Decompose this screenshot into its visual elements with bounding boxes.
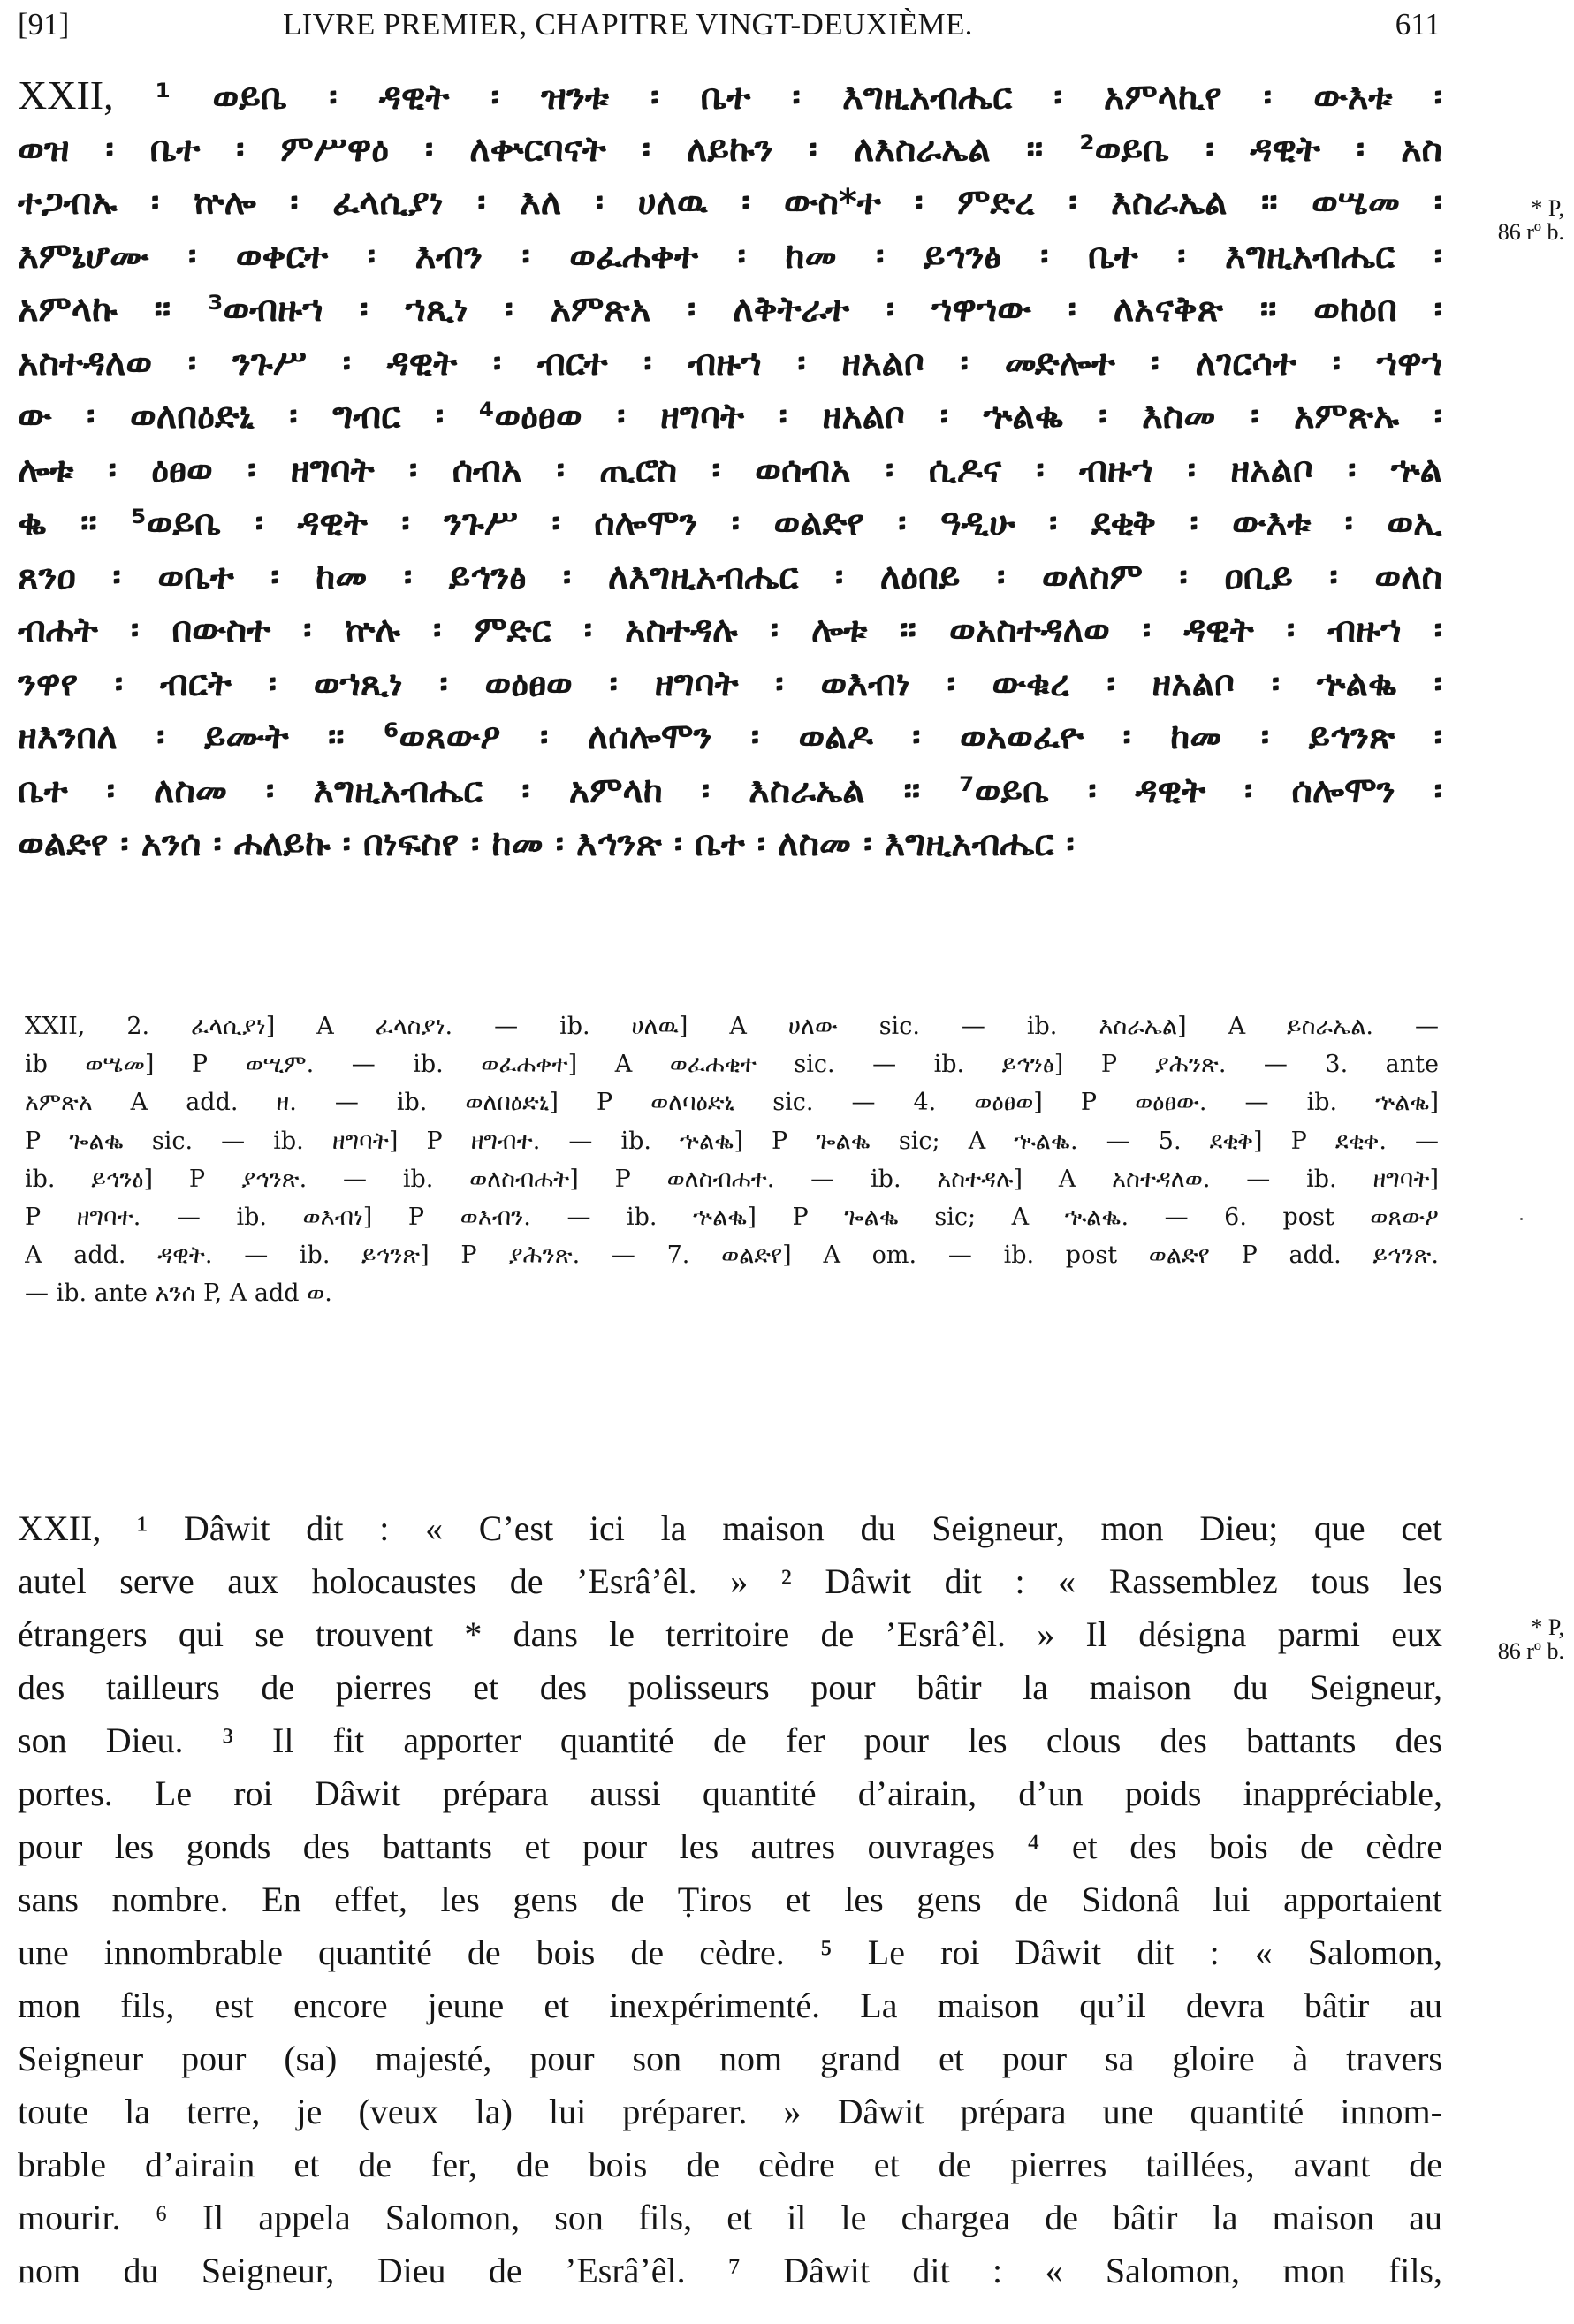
translation-line: pour les gonds des battants et pour les autres ouvrages ⁴ et des bois de cèdre (18, 1827, 1442, 1866)
translation-line: des tailleurs de pierres et des polisseurs pour bâtir la maison du Seigneur, (18, 1667, 1442, 1707)
apparatus-line: XXII, 2. ፈላሲያነ] A ፈላስያነ. — ib. ሀለዉ] A ሀለው sic. — ib. እስራኤል] A ይስራኤል. — (25, 1013, 1439, 1040)
apparatus-line: አምጽአ A add. ዘ. — ib. ወለበዕድኒ] P ወለባዕድኒ sic. — 4. ወዕፀወ] P ወዕፀው. — ib. ኍልቈ] (25, 1089, 1439, 1117)
apparatus-line: A add. ዳዊት. — ib. ይኅንጽ] P ያሕንጽ. — 7. ወልድየ] A om. — ib. post ወልድየ P add. ይኅንጽ. (25, 1242, 1439, 1270)
ethiopic-line: ተጋብኡ ፡ ኵሎ ፡ ፈላሲያነ ፡ እለ ፡ ሀለዉ ፡ ውስ*ተ ፡ ምድረ ፡ እስራኤል ። ወሤመ ፡ (18, 182, 1442, 223)
ethiopic-line: አስተዳለወ ፡ ንጉሥ ፡ ዳዊት ፡ ብርተ ፡ ብዙኀ ፡ ዘአልቦ ፡ መድሎተ ፡ ለገርሳተ ፡ ኀዋኀ (18, 342, 1442, 384)
translation-line: Seigneur pour (sa) majesté, pour son nom grand et pour sa gloire à travers (18, 2039, 1442, 2078)
ethiopic-line-text: ¹ ወይቤ ፡ ዳዊት ፡ ዝንቱ ፡ ቤተ ፡ እግዚአብሔር ፡ አምላኪየ ፡ ውእቱ ፡ (155, 77, 1442, 118)
translation-line: mon fils, est encore jeune et inexpérimenté. La maison qu’il devra bâtir au (18, 1986, 1442, 2025)
translation-line: son Dieu. ³ Il fit apporter quantité de fer pour les clous des battants des (18, 1720, 1442, 1760)
ethiopic-line: ቈ ። ⁵ወይቤ ፡ ዳዊት ፡ ንጉሥ ፡ ሰሎሞን ፡ ወልድየ ፡ ዓዲሁ ፡ ደቂቅ ፡ ውእቱ ፡ ወኢ (18, 503, 1442, 543)
running-header (18, 7, 1441, 42)
ethiopic-text-block (18, 69, 1442, 871)
translation-line: sans nombre. En effet, les gens de Ṭiros et les gens de Sidonâ lui apportaient (18, 1880, 1442, 1919)
apparatus-line: ib. ይኅንፅ] P ያኅንጽ. — ib. ወለስብሐት] P ወለስብሐተ. — ib. አስተዳሉ] A አስተዳለወ. — ib. ዘግባት] (25, 1165, 1439, 1193)
ethiopic-line: ጸንዐ ፡ ወቤተ ፡ ከመ ፡ ይኅንፅ ፡ ለእግዚአብሔር ፡ ለዕበይ ፡ ወለስም ፡ ዐቢይ ፡ ወለስ (18, 556, 1442, 597)
margin-note-line: * P, (1531, 1614, 1564, 1640)
ethiopic-line: አምላኩ ። ³ወብዙኀ ፡ ኀጺነ ፡ አምጽአ ፡ ለቅትራተ ፡ ኀዋኀው ፡ ለአናቅጽ ። ወከዕበ ፡ (18, 289, 1442, 330)
translation-line: mourir. ⁶ Il appela Salomon, son fils, et il le chargea de bâtir la maison au (18, 2198, 1442, 2237)
ethiopic-line: እምኔሆሙ ፡ ወቀርተ ፡ እብን ፡ ወፈሐቀተ ፡ ከመ ፡ ይኅንፅ ፡ ቤተ ፡ እግዚአብሔር ፡ (18, 235, 1442, 277)
ethiopic-line: ው ፡ ወለበዕድኒ ፡ ግብር ፡ ⁴ወዕፀወ ፡ ዘግባት ፡ ዘአልቦ ፡ ኍልቈ ፡ እስመ ፡ አምጽኡ ፡ (18, 396, 1442, 437)
translation-line: brable d’airain et de fer, de bois de cèdre et de pierres taillées, avant de (18, 2145, 1442, 2184)
translation-line: portes. Le roi Dâwit prépara aussi quantité d’airain, d’un poids inappréciable, (18, 1773, 1442, 1813)
translation-line: autel serve aux holocaustes de ’Esrâ’êl. » ² Dâwit dit : « Rassemblez tous les (18, 1561, 1442, 1601)
margin-note-line: * P, (1531, 195, 1564, 221)
margin-note-line: 86 rº b. (1497, 219, 1564, 245)
section-number: XXII, (18, 72, 114, 118)
page-reference: [91] (18, 7, 70, 42)
translation-line: toute la terre, je (veux la) lui préparer. » Dâwit prépara une quantité innom- (18, 2092, 1442, 2131)
margin-note-manuscript-folio (1467, 1615, 1564, 1663)
margin-note-line: 86 rº b. (1497, 1638, 1564, 1664)
ethiopic-line: ቤተ ፡ ለስመ ፡ እግዚአብሔር ፡ አምላከ ፡ እስራኤል ። ⁷ወይቤ ፡ ዳዊት ፡ ሰሎሞን ፡ (18, 770, 1442, 811)
translation-line: nom du Seigneur, Dieu de ’Esrâ’êl. ⁷ Dâwit dit : « Salomon, mon fils, (18, 2251, 1442, 2290)
ethiopic-line: ዘእንበለ ፡ ይሙት ። ⁶ወጸውዖ ፡ ለሰሎሞን ፡ ወልዶ ፡ ወአወፈዮ ፡ ከመ ፡ ይኅንጽ ፡ (18, 717, 1442, 757)
page-number: 611 (1395, 7, 1441, 42)
ethiopic-line (18, 69, 1442, 123)
french-translation-block (18, 1502, 1442, 2297)
critical-apparatus (25, 1007, 1439, 1313)
apparatus-line: P ጐልቈ sic. — ib. ዘግባት] P ዘግብተ. — ib. ኍልቈ] P ጐልቈ sic; A ኊልቈ. — 5. ደቂቅ] P ደቂቀ. — (25, 1127, 1439, 1155)
margin-speck (1520, 1218, 1523, 1220)
margin-note-manuscript-folio (1467, 196, 1564, 244)
running-title: LIVRE PREMIER, CHAPITRE VINGT-DEUXIÈME. (283, 7, 973, 42)
ethiopic-line: ሎቱ ፡ ዕፀወ ፡ ዘግባት ፡ ሰብአ ፡ ጢሮስ ፡ ወሰብአ ፡ ሲዶና ፡ ብዙኀ ፡ ዘአልቦ ፡ ኍል (18, 449, 1442, 490)
apparatus-line: P ዘግባተ. — ib. ወእብነ] P ወእብን. — ib. ኍልቈ] P ጐልቈ sic; A ኊልቈ. — 6. post ወጸውዖ (25, 1203, 1439, 1231)
translation-line: une innombrable quantité de bois de cèdre. ⁵ Le roi Dâwit dit : « Salomon, (18, 1933, 1442, 1972)
translation-line: étrangers qui se trouvent * dans le territoire de ’Esrâ’êl. » Il désigna parmi eux (18, 1614, 1442, 1654)
translation-line: XXII, ¹ Dâwit dit : « C’est ici la maison du Seigneur, mon Dieu; que cet (18, 1508, 1442, 1548)
apparatus-line: — ib. ante አንሰ P, A add ወ. (25, 1280, 332, 1308)
apparatus-line: ib ወሤመ] P ወሢም. — ib. ወፈሐቀተ] A ወፈሐቂተ sic. — ib. ይኅንፅ] P ያሕንጽ. — 3. ante (25, 1051, 1439, 1079)
ethiopic-line: ወዝ ፡ ቤተ ፡ ምሥዋዕ ፡ ለቍርባናት ፡ ለይኩን ፡ ለእስራኤል ። ²ወይቤ ፡ ዳዊት ፡ አስ (18, 128, 1442, 170)
ethiopic-line: ንዋየ ፡ ብርት ፡ ወኀጺነ ፡ ወዕፀወ ፡ ዘግባት ፡ ወእብነ ፡ ውቁረ ፡ ዘአልቦ ፡ ኍልቈ ፡ (18, 663, 1442, 704)
ethiopic-line: ብሐት ፡ በውስተ ፡ ኵሉ ፡ ምድር ፡ አስተዳሉ ፡ ሎቱ ። ወአስተዳለወ ፡ ዳዊት ፡ ብዙኀ ፡ (18, 610, 1442, 650)
ethiopic-line: ወልድየ ፡ አንሰ ፡ ሐለይኩ ፡ በነፍስየ ፡ ከመ ፡ እኅንጽ ፡ ቤተ ፡ ለስመ ፡ እግዚአብሔር ፡ (18, 824, 1075, 864)
